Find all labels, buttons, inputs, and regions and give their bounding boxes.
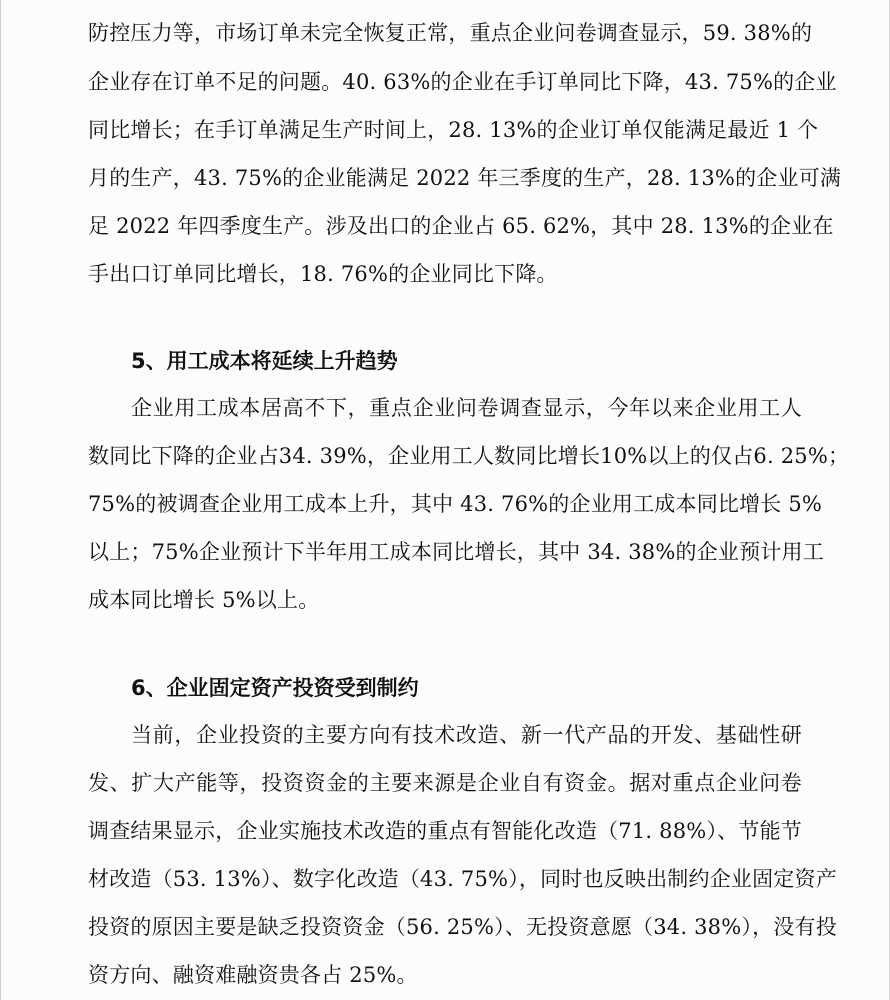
paragraph-line: 以上；75%企业预计下半年用工成本同比增长，其中 34. 38%的企业预计用工: [88, 540, 824, 564]
paragraph-line: 同比增长；在手订单满足生产时间上，28. 13%的企业订单仅能满足最近 1 个: [88, 118, 819, 142]
paragraph-line: 成本同比增长 5%以上。: [88, 588, 320, 612]
paragraph-line: 企业存在订单不足的问题。40. 63%的企业在手订单同比下降，43. 75%的企业: [88, 70, 837, 94]
section-6-heading: 6、企业固定资产投资受到制约: [131, 676, 419, 700]
section-5-heading: 5、用工成本将延续上升趋势: [131, 349, 398, 373]
paragraph-line: 防控压力等，市场订单未完全恢复正常，重点企业问卷调查显示，59. 38%的: [88, 21, 813, 45]
paragraph-line: 资方向、融资难融资贵各占 25%。: [88, 963, 418, 987]
paragraph-line: 手出口订单同比增长，18. 76%的企业同比下降。: [88, 262, 558, 286]
paragraph-line: 材改造（53. 13%）、数字化改造（43. 75%），同时也反映出制约企业固定资产: [88, 867, 837, 891]
paragraph-line: 调查结果显示，企业实施技术改造的重点有智能化改造（71. 88%）、节能节: [88, 819, 802, 843]
paragraph-line: 足 2022 年四季度生产。涉及出口的企业占 65. 62%，其中 28. 13%的企业在: [88, 214, 834, 238]
paragraph-line: 月的生产，43. 75%的企业能满足 2022 年三季度的生产，28. 13%的企业可满: [88, 166, 842, 190]
paragraph-line: 企业用工成本居高不下，重点企业问卷调查显示，今年以来企业用工人: [131, 396, 802, 420]
paragraph-line: 75%的被调查企业用工成本上升，其中 43. 76%的企业用工成本同比增长 5%: [88, 492, 823, 516]
paragraph-line: 投资的原因主要是缺乏投资资金（56. 25%）、无投资意愿（34. 38%），没有投: [88, 915, 837, 939]
paragraph-line: 当前，企业投资的主要方向有技术改造、新一代产品的开发、基础性研: [131, 723, 802, 747]
paragraph-line: 数同比下降的企业占34. 39%，企业用工人数同比增长10%以上的仅占6. 25%；: [88, 444, 850, 468]
paragraph-line: 发、扩大产能等，投资资金的主要来源是企业自有资金。据对重点企业问卷: [88, 771, 802, 795]
